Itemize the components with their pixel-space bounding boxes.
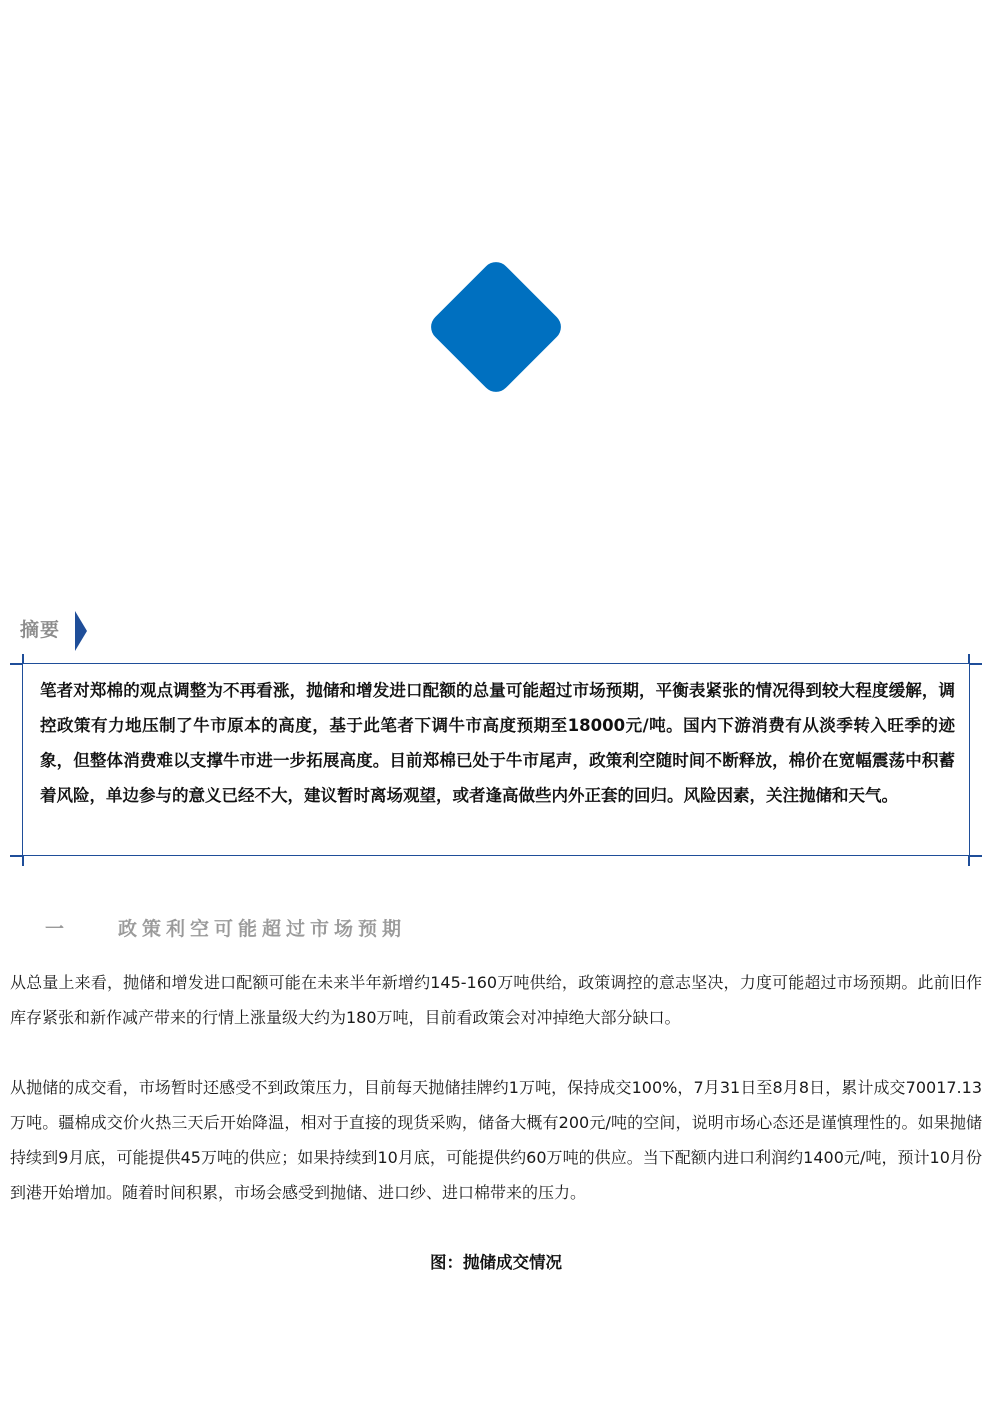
frame-extension xyxy=(22,654,24,663)
section-number: 一 xyxy=(45,918,65,940)
summary-label: 摘要 xyxy=(20,619,61,641)
frame-extension xyxy=(10,663,22,665)
body-paragraph: 从抛储的成交看，市场暂时还感受不到政策压力，目前每天抛储挂牌约1万吨，保持成交100%，7月31日至8月8日，累计成交70017.13万吨。疆棉成交价火热三天后开始降温，相对于直接的现货采购，储备大概有200元/吨的空间，说明市场心态还是谨慎理性的。如果抛储持续到9月底，可能提供45万吨的供应；如果持续到10月底，可能提供约60万吨的供应。当下配额内进口利润约1400元/吨，预计10月份到港开始增加。随着时间积累，市场会感受到抛储、进口纱、进口棉带来的压力。 xyxy=(10,1078,982,1202)
frame-extension xyxy=(970,855,982,857)
frame-extension xyxy=(10,855,22,857)
frame-extension xyxy=(968,654,970,663)
figure-caption: 图：抛储成交情况 xyxy=(430,1253,562,1272)
section-title: 政策利空可能超过市场预期 xyxy=(118,918,407,940)
body-paragraph: 从总量上来看，抛储和增发进口配额可能在未来半年新增约145-160万吨供给，政策调控的意志坚决，力度可能超过市场预期。此前旧作库存紧张和新作减产带来的行情上涨量级大约为180万吨，目前看政策会对冲掉绝大部分缺口。 xyxy=(10,973,982,1027)
blue-diamond-icon xyxy=(425,256,566,397)
summary-text: 笔者对郑棉的观点调整为不再看涨，抛储和增发进口配额的总量可能超过市场预期，平衡表紧张的情况得到较大程度缓解，调控政策有力地压制了牛市原本的高度，基于此笔者下调牛市高度预期至18000元/吨。国内下游消费有从淡季转入旺季的迹象，但整体消费难以支撑牛市进一步拓展高度。目前郑棉已处于牛市尾声，政策利空随时间不断释放，棉价在宽幅震荡中积蓄着风险，单边参与的意义已经不大，建议暂时离场观望，或者逢高做些内外正套的回归。风险因素，关注抛储和天气。 xyxy=(40,681,955,805)
right-triangle-icon xyxy=(75,611,87,651)
frame-extension xyxy=(970,663,982,665)
frame-extension xyxy=(22,856,24,866)
frame-extension xyxy=(968,856,970,866)
